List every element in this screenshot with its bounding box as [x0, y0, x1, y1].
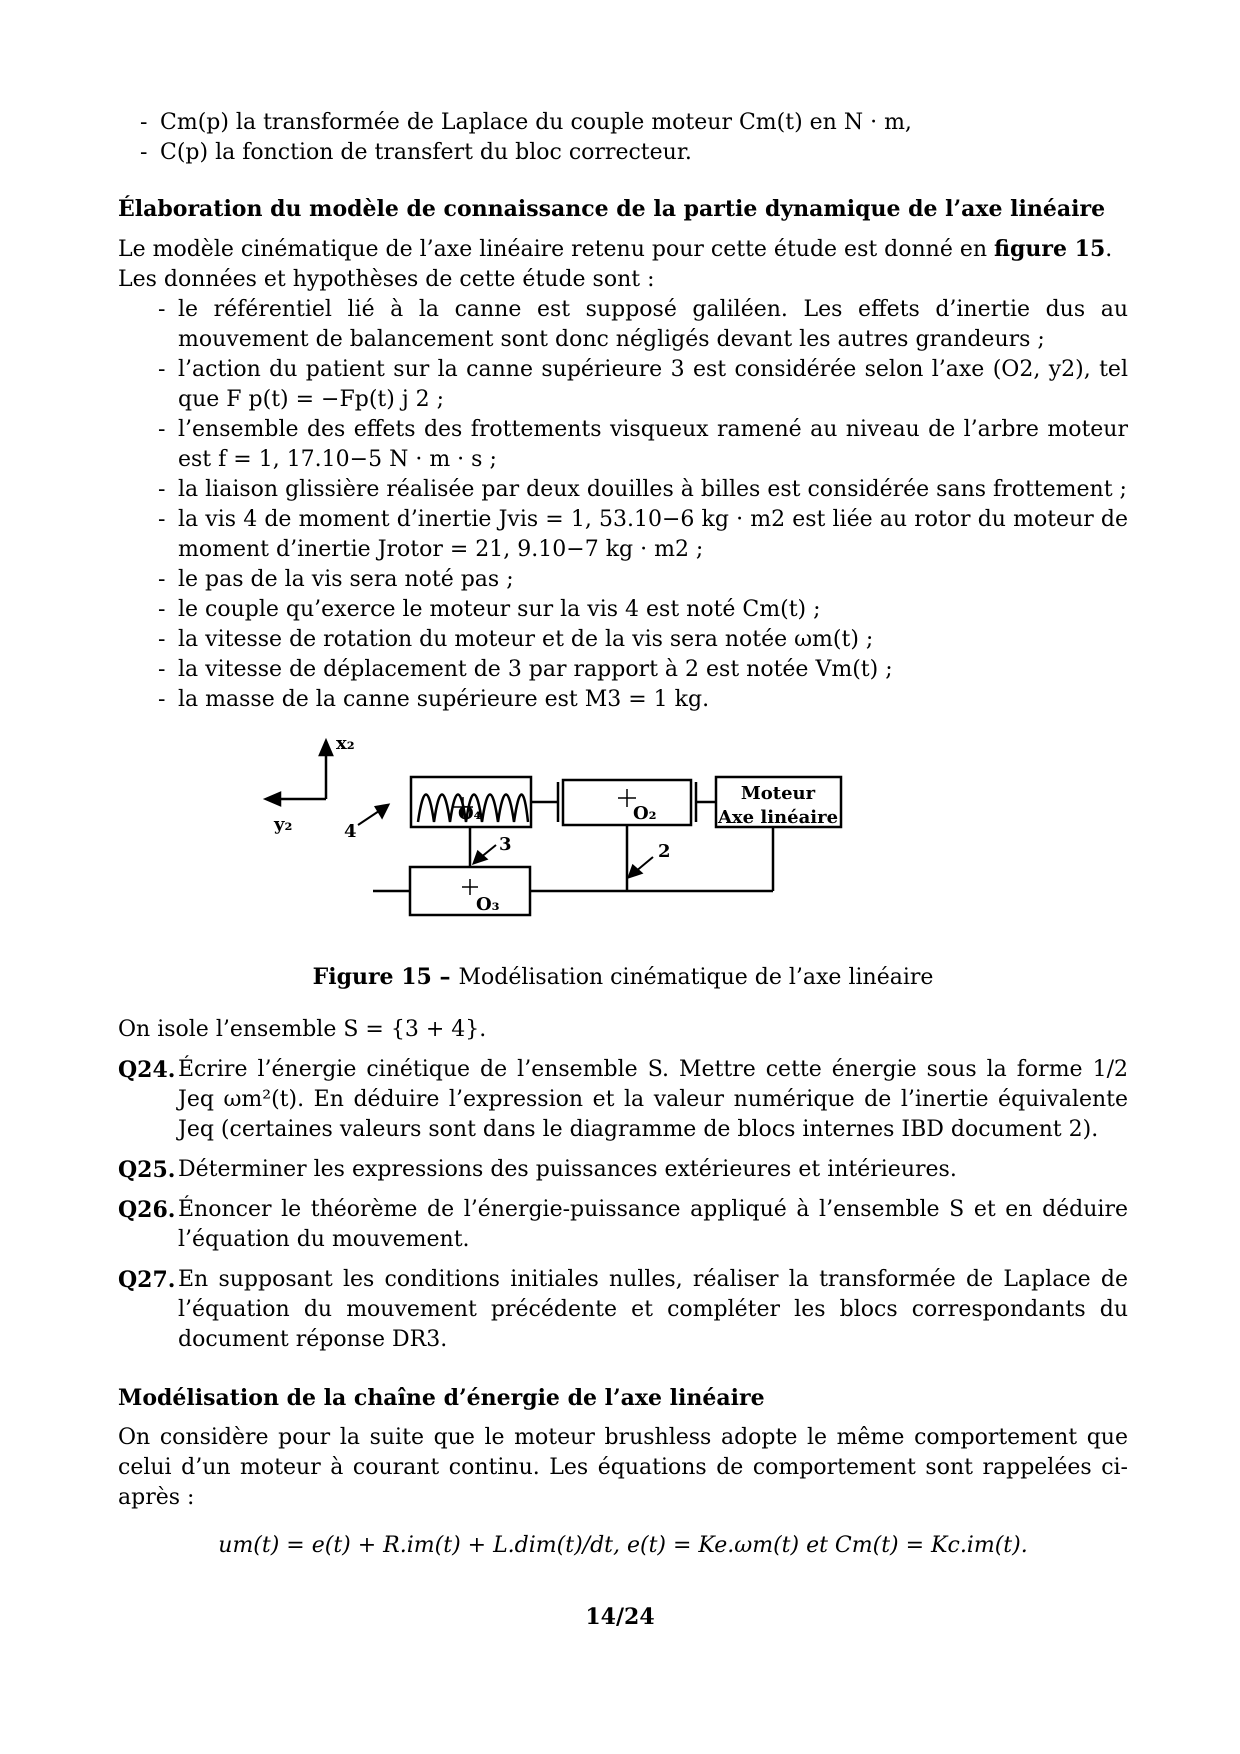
- question-q25: Q25. Déterminer les expressions des puissances extérieures et intérieures.: [118, 1157, 957, 1183]
- list-item: - l’ensemble des effets des frottements visqueux ramené au niveau de l’arbre moteur est f = 1, 17.10−5 N · m · s ;: [118, 415, 1128, 475]
- y2-label: y₂: [274, 814, 293, 835]
- list-item: - C(p) la fonction de transfert du bloc correcteur.: [118, 138, 1128, 168]
- list-item: - le couple qu’exerce le moteur sur la vis 4 est noté Cm(t) ;: [118, 595, 1128, 625]
- list-item: - le pas de la vis sera noté pas ;: [118, 565, 1128, 595]
- notation-list: [118, 108, 1128, 168]
- behaviour-equations: um(t) = e(t) + R.im(t) + L.dim(t)/dt, e(t) = Ke.ωm(t) et Cm(t) = Kc.im(t).: [218, 1533, 1028, 1558]
- intro-paragraph: Le modèle cinématique de l’axe linéaire retenu pour cette étude est donné en figure 15.: [118, 236, 1113, 262]
- list-item: - l’action du patient sur la canne supérieure 3 est considérée selon l’axe (O2, y2), tel que F p(t) = −Fp(t) j 2 ;: [118, 355, 1128, 415]
- section-2-paragraph: On considère pour la suite que le moteur brushless adopte le même comportement que celui d’un moteur à courant continu. Les équations de comportement sont rappelées ci-après :: [118, 1425, 1128, 1510]
- figure-15-kinematic-diagram: [118, 727, 1128, 962]
- isolate-statement: On isole l’ensemble S = {3 + 4}.: [118, 1017, 487, 1042]
- y-axis-arrow: [266, 793, 280, 805]
- intro-paragraph-2: Les données et hypothèses de cette étude sont :: [118, 267, 655, 292]
- question-q26: Q26. Énoncer le théorème de l’énergie-puissance appliqué à l’ensemble S et en déduire l’équation du mouvement.: [118, 1197, 1128, 1252]
- motor-label-line2: Axe linéaire: [717, 807, 839, 828]
- o2-label: O₂: [633, 803, 657, 824]
- label-4: 4: [344, 821, 357, 842]
- list-item: - le référentiel lié à la canne est supposé galiléen. Les effets d’inertie dus au mouvement de balancement sont donc négligés devant les autres grandeurs ;: [118, 295, 1128, 355]
- list-item: - Cm(p) la transformée de Laplace du couple moteur Cm(t) en N · m,: [118, 108, 1128, 138]
- question-q27: Q27. En supposant les conditions initiales nulles, réaliser la transformée de Laplace de l’équation du mouvement précédente et compléter les blocs correspondants du document réponse DR3.: [118, 1267, 1128, 1352]
- page-content: [118, 108, 1128, 1561]
- figure-caption: Figure 15 – Modélisation cinématique de l’axe linéaire: [312, 964, 934, 990]
- label-2: 2: [658, 841, 671, 862]
- label-3: 3: [499, 834, 512, 855]
- list-item: - la liaison glissière réalisée par deux douilles à billes est considérée sans frottement ;: [118, 475, 1128, 505]
- list-item: - la vis 4 de moment d’inertie Jvis = 1, 53.10−6 kg · m2 est liée au rotor du moteur de moment d’inertie Jrotor = 21, 9.10−7 kg · m2 ;: [118, 505, 1128, 565]
- list-item: - la masse de la canne supérieure est M3 = 1 kg.: [118, 685, 1128, 715]
- list-item: - la vitesse de déplacement de 3 par rapport à 2 est notée Vm(t) ;: [118, 655, 1128, 685]
- question-q24: Q24. Écrire l’énergie cinétique de l’ensemble S. Mettre cette énergie sous la forme 1/2 Jeq ωm²(t). En déduire l’expression et la valeur numérique de l’inertie équivalente Jeq (certaines valeurs sont dans le diagramme de blocs internes IBD document 2).: [118, 1057, 1128, 1142]
- hypotheses-list: [118, 295, 1128, 715]
- motor-label-line1: Moteur: [740, 783, 816, 804]
- list-item: - la vitesse de rotation du moteur et de la vis sera notée ωm(t) ;: [118, 625, 1128, 655]
- section-title: Élaboration du modèle de connaissance de la partie dynamique de l’axe linéaire: [118, 196, 1106, 222]
- kinematic-diagram-svg: [118, 727, 1128, 962]
- page-number: 14/24: [585, 1604, 655, 1630]
- o3-label: O₃: [476, 894, 500, 915]
- x2-label: x₂: [336, 733, 355, 754]
- section-title-2: Modélisation de la chaîne d’énergie de l’axe linéaire: [118, 1385, 765, 1411]
- o4-label: O₄: [458, 803, 482, 824]
- x-axis-arrow: [320, 741, 332, 755]
